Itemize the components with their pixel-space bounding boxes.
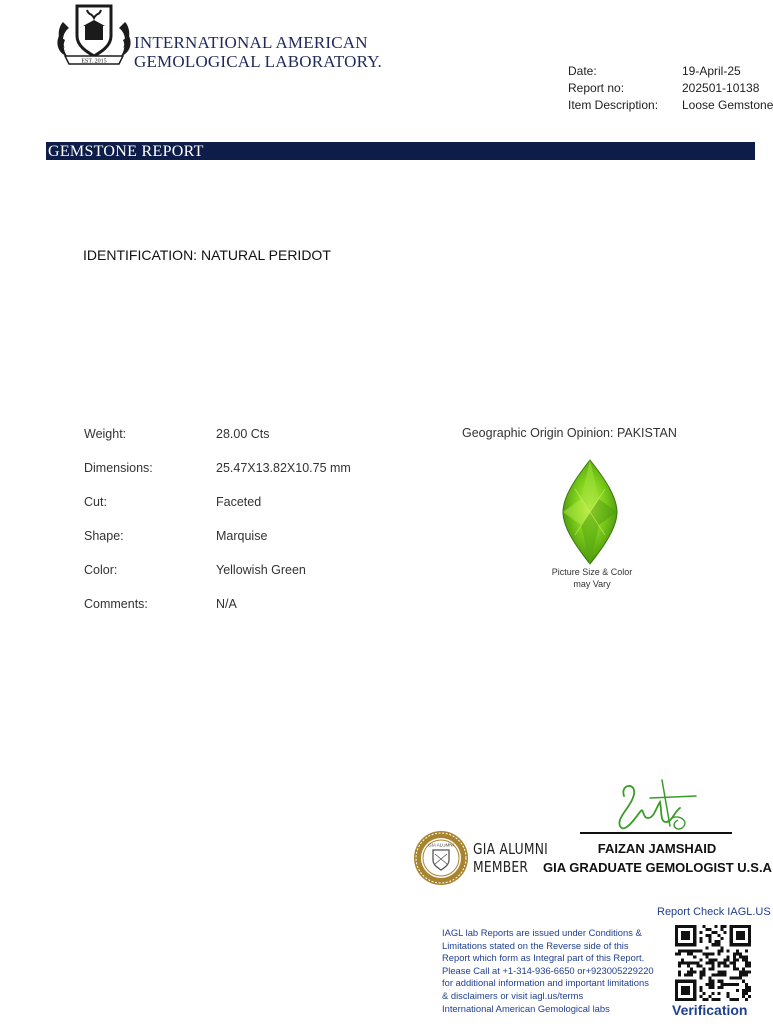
signer-title: GIA GRADUATE GEMOLOGIST U.S.A bbox=[543, 860, 772, 875]
signature-line bbox=[580, 832, 732, 834]
signer-name: FAIZAN JAMSHAID bbox=[597, 841, 717, 856]
meta-item-value: Loose Gemstone bbox=[682, 98, 773, 112]
gia-line1: GIA ALUMNI bbox=[473, 840, 549, 858]
geographic-origin: Geographic Origin Opinion: PAKISTAN bbox=[462, 426, 677, 440]
footer-line: & disclaimers or visit iagl.us/terms bbox=[442, 989, 584, 1001]
meta-date-label: Date: bbox=[568, 64, 597, 78]
marquise-peridot-image-icon bbox=[561, 459, 619, 565]
spec-shape-value: Marquise bbox=[216, 529, 268, 543]
handwritten-signature-icon bbox=[610, 778, 698, 834]
picture-note bbox=[540, 566, 644, 590]
spec-weight-label: Weight: bbox=[84, 427, 127, 441]
meta-item-row bbox=[568, 98, 773, 112]
footer-line: IAGL lab Reports are issued under Conditions & bbox=[442, 927, 642, 938]
footer-line: Please Call at +1-314-936-6650 or+923005229220 bbox=[442, 964, 654, 976]
spec-cut-label: Cut: bbox=[84, 495, 107, 509]
report-check-link[interactable]: Report Check IAGL.US bbox=[657, 906, 771, 918]
spec-weight-value: 28.00 Cts bbox=[216, 427, 270, 441]
footer-disclaimer bbox=[442, 927, 660, 1015]
spec-comments-label: Comments: bbox=[84, 597, 148, 611]
meta-report-value: 202501-10138 bbox=[682, 81, 760, 95]
spec-color-value: Yellowish Green bbox=[216, 563, 306, 577]
footer-line: International American Gemological labs bbox=[442, 1002, 610, 1014]
iagl-crest-logo-icon bbox=[55, 2, 133, 70]
logo-est-text: EST. 2015 bbox=[81, 58, 107, 65]
meta-item-label: Item Description: bbox=[568, 98, 659, 112]
spec-cut-value: Faceted bbox=[216, 495, 262, 509]
footer-line: Limitations stated on the Reverse side of this bbox=[442, 939, 629, 951]
gia-line2: MEMBER bbox=[473, 858, 529, 876]
spec-dimensions-label: Dimensions: bbox=[84, 461, 153, 475]
picture-note-line2: may Vary bbox=[573, 579, 611, 589]
meta-date-value: 19-April-25 bbox=[682, 64, 741, 78]
meta-date-row bbox=[568, 64, 741, 78]
banner-title: GEMSTONE REPORT bbox=[48, 143, 204, 160]
lab-name-line2: GEMOLOGICAL LABORATORY. bbox=[134, 52, 382, 71]
meta-report-label: Report no: bbox=[568, 81, 625, 95]
seal-text: GIA ALUMNI bbox=[428, 842, 454, 848]
qr-code-icon[interactable] bbox=[675, 925, 751, 1001]
verification-label: Verification bbox=[672, 1002, 748, 1018]
meta-report-row bbox=[568, 81, 759, 95]
footer-line: for additional information and important limitations bbox=[442, 977, 649, 989]
gia-alumni-member-text bbox=[473, 840, 548, 876]
spec-dimensions-value: 25.47X13.82X10.75 mm bbox=[216, 461, 351, 475]
picture-note-line1: Picture Size & Color bbox=[551, 567, 633, 577]
gia-alumni-seal-icon bbox=[413, 830, 469, 886]
footer-line: Report which form as Integral part of this Report. bbox=[442, 952, 645, 964]
lab-name-line1: INTERNATIONAL AMERICAN bbox=[134, 33, 368, 52]
spec-comments-value: N/A bbox=[216, 597, 237, 611]
spec-shape-label: Shape: bbox=[84, 529, 124, 543]
spec-color-label: Color: bbox=[84, 563, 118, 577]
identification-heading: IDENTIFICATION: NATURAL PERIDOT bbox=[83, 247, 331, 263]
